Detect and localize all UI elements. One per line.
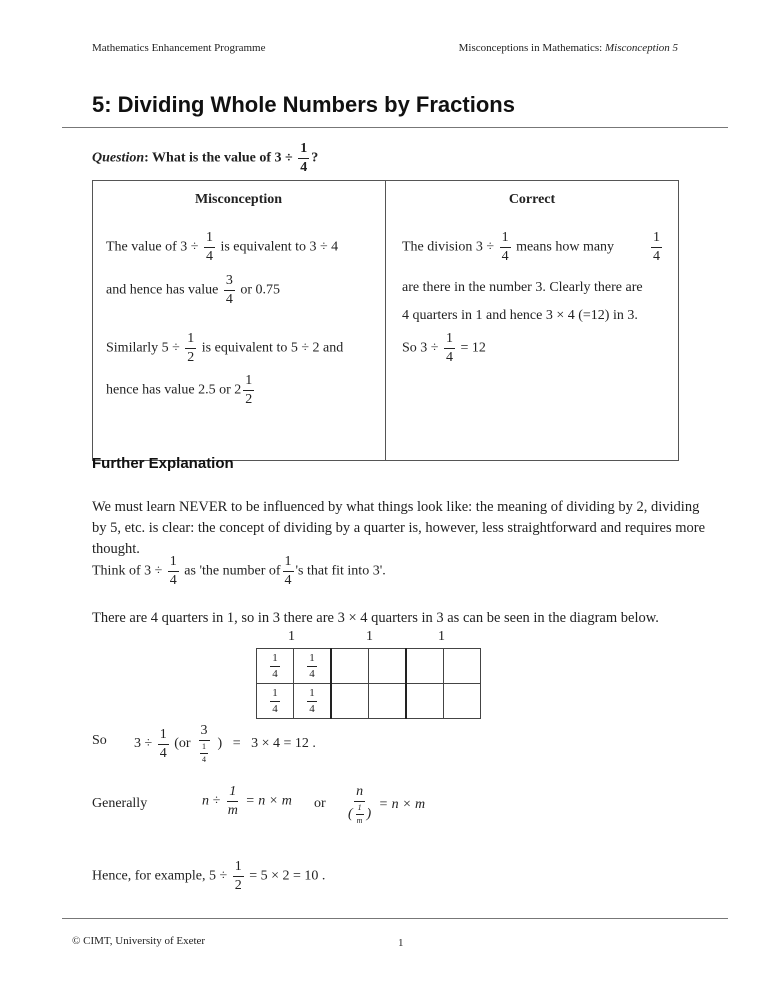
header-right-italic: Misconception 5 (604, 42, 678, 54)
generally-label: Generally (92, 796, 148, 811)
question-label: Question (92, 150, 145, 166)
fraction-one-half-example: $\frac{1}{2}$ (234, 859, 242, 893)
fraction-one-half-mixed: $\frac{1}{2}$ (245, 373, 253, 407)
fraction-one-quarter-e: $\frac{1}{4}$ (169, 554, 177, 588)
fraction-one-half: $\frac{1}{2}$ (187, 331, 195, 365)
misconception-line-4: hence has value 2.5 or 2 $\frac{1}{2}$ (106, 373, 253, 407)
general-formula-1: n ÷ $\frac{1}{m}$ = n × m (202, 784, 292, 818)
correct-line-2: are there in the number 3. Clearly there are (402, 280, 643, 295)
general-formula-2: n ( $\frac{1}{m}$ ) = n × m (348, 784, 426, 825)
diagram-label-1: 1 (288, 629, 295, 644)
further-paragraph-2: There are 4 quarters in 1, so in 3 there are 3 × 4 quarters in 3 as can be seen in the diagram below. (92, 610, 659, 626)
question-text: : What is the value of (144, 150, 275, 166)
fraction-one-quarter-d: $\frac{1}{4}$ (445, 331, 453, 365)
diagram-label-2: 1 (366, 629, 373, 644)
footer-copyright: © CIMT, University of Exeter (72, 935, 206, 947)
misconception-line-3: Similarly 5 ÷ $\frac{1}{2}$ is equivalent to 5 ÷ 2 and (106, 331, 344, 365)
correct-line-3: 4 quarters in 1 and hence 3 × 4 (=12) in 3. (402, 308, 638, 323)
diagram-cell (331, 649, 369, 684)
think-of-line: Think of 3 ÷ $\frac{1}{4}$ as 'the number of $\frac{1}{4}$ 's that fit into 3'. (92, 554, 386, 588)
diagram-cell: $\frac{1}{4}$ (294, 649, 332, 684)
diagram-label-3: 1 (438, 629, 445, 644)
fraction-one-over-m: $\frac{1}{m}$ (227, 784, 238, 818)
misconception-heading: Misconception (194, 192, 283, 207)
diagram-cell (369, 649, 407, 684)
diagram-cell (444, 684, 481, 719)
misconception-line-1: The value of 3 ÷ $\frac{1}{4}$ is equivalent to 3 ÷ 4 (106, 230, 339, 264)
general-or: or (314, 796, 326, 811)
so-expression: 3 ÷ $\frac{1}{4}$ (or $\frac{3}{\frac{1}{4}}$ ) = 3 × 4 = 12 . (134, 723, 316, 764)
diagram-cell (444, 649, 481, 684)
misconception-line-2: and hence has value $\frac{3}{4}$ or 0.75 (106, 273, 281, 307)
fraction-one-quarter-f: $\frac{1}{4}$ (284, 554, 292, 588)
correct-line-1: The division 3 ÷ $\frac{1}{4}$ means how many $\frac{1}{4}$ (402, 230, 660, 264)
diagram-cell (369, 684, 407, 719)
fraction-one-quarter-c: $\frac{1}{4}$ (653, 230, 660, 264)
question-line (92, 142, 318, 175)
header-left: Mathematics Enhancement Programme (92, 42, 266, 54)
correct-line-4: So 3 ÷ $\frac{1}{4}$ = 12 (402, 331, 486, 365)
question-fraction: $\frac{1}{4}$ (300, 141, 308, 175)
further-paragraph-1: We must learn NEVER to be influenced by what things look like: the meaning of dividing by 2, dividing by 5, etc. is clear: the concept of dividing by a quarter is, however, less straightforward and requires more thought. (92, 499, 706, 557)
example-line: Hence, for example, 5 ÷ $\frac{1}{2}$ = 5 × 2 = 10 . (92, 859, 326, 893)
footer-page-number: 1 (398, 937, 404, 949)
fraction-one-quarter: $\frac{1}{4}$ (205, 230, 213, 264)
so-label: So (92, 733, 107, 748)
question-end: ? (311, 150, 319, 166)
title-rule (62, 127, 728, 128)
fraction-n-over-one-over-m: n ( $\frac{1}{m}$ ) (348, 784, 372, 825)
diagram-cell: $\frac{1}{4}$ (294, 684, 332, 719)
table-divider (385, 180, 386, 460)
page-title: 5: Dividing Whole Numbers by Fractions (92, 92, 515, 117)
footer-rule (62, 918, 728, 919)
fraction-one-quarter-g: $\frac{1}{4}$ (159, 726, 167, 761)
further-explanation-heading: Further Explanation (92, 455, 234, 472)
diagram-cell: $\frac{1}{4}$ (257, 649, 294, 684)
diagram-cell: $\frac{1}{4}$ (257, 684, 294, 719)
fraction-three-over-quarter: $\frac{3}{\frac{1}{4}}$ (200, 723, 208, 764)
diagram-cell (406, 684, 444, 719)
diagram-cell (331, 684, 369, 719)
header-right-prefix: Misconceptions in Mathematics: (458, 42, 605, 54)
fraction-one-quarter-b: $\frac{1}{4}$ (501, 230, 509, 264)
header-right (459, 42, 678, 54)
quarters-diagram (256, 648, 481, 719)
question-expr: 3 ÷ (274, 150, 293, 166)
correct-heading: Correct (508, 192, 556, 207)
fraction-three-quarters: $\frac{3}{4}$ (225, 273, 233, 307)
diagram-cell (406, 649, 444, 684)
